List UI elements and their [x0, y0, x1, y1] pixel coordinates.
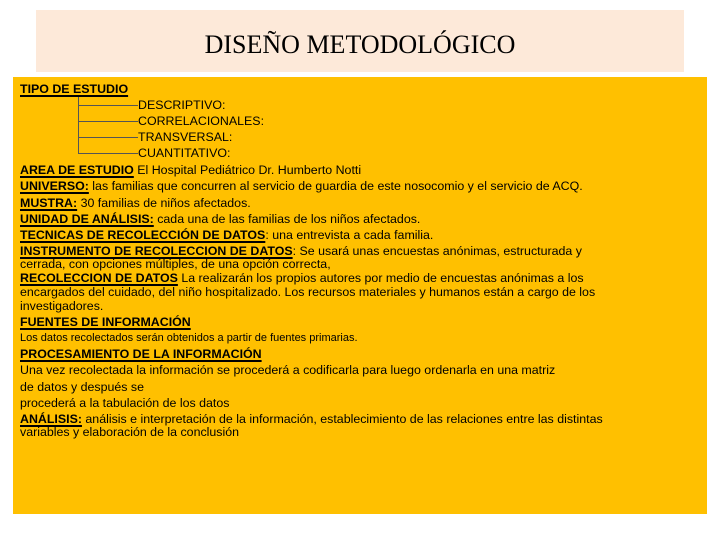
procesamiento-text-3: procederá a la tabulación de los datos [20, 395, 230, 410]
fuentes-row [20, 314, 701, 330]
instrumento-text-2: cerrada, con opciones múltiples, de una opción correcta, [20, 257, 331, 272]
procesamiento-text-1: Una vez recolectada la información se procederá a codificarla para luego ordenarla en una matriz [20, 363, 556, 378]
instrumento-label: INSTRUMENTO DE RECOLECCION DE DATOS [20, 244, 293, 259]
muestra-label: MUSTRA: [20, 195, 78, 210]
fuentes-label: FUENTES DE INFORMACIÓN [20, 314, 191, 329]
analisis-text-1: análisis e interpretación de la información, establecimiento de las relaciones entre las distintas [81, 412, 603, 427]
fuentes-text: Los datos recolectados serán obtenidos a partir de fuentes primarias. [20, 332, 358, 345]
recoleccion-text-3: investigadores. [20, 298, 104, 313]
tipo-estudio-row [20, 81, 701, 97]
muestra-text: 30 familias de niños afectados. [77, 195, 251, 210]
procesamiento-row [20, 346, 701, 362]
tipo-item-descriptivo: DESCRIPTIVO: [138, 98, 226, 113]
area-label: AREA DE ESTUDIO [20, 163, 134, 178]
instrumento-text-1: : Se usará unas encuestas anónimas, estructurada y [292, 244, 582, 259]
recoleccion-label: RECOLECCION DE DATOS [20, 271, 178, 286]
procesamiento-label: PROCESAMIENTO DE LA INFORMACIÓN [20, 347, 262, 362]
tipo-item-correlacionales: CORRELACIONALES: [138, 114, 265, 129]
tecnicas-text: : una entrevista a cada familia. [265, 228, 434, 243]
universo-label: UNIVERSO: [20, 179, 89, 194]
analisis-label: ANÁLISIS: [20, 412, 82, 427]
unidad-label: UNIDAD DE ANÁLISIS: [20, 211, 154, 226]
tipo-estudio-label: TIPO DE ESTUDIO [20, 82, 129, 96]
tecnicas-label: TECNICAS DE RECOLECCIÓN DE DATOS [20, 228, 266, 243]
area-row [20, 162, 701, 178]
tipo-item-cuantitativo: CUANTITATIVO: [138, 146, 231, 161]
recoleccion-text-1: La realizarán los propios autores por medio de encuestas anónimas a los [177, 271, 584, 286]
unidad-text: cada una de las familias de los niños afectados. [153, 211, 421, 226]
tipo-item-transversal: TRANSVERSAL: [138, 130, 233, 145]
universo-text: las familias que concurren al servicio de guardia de este nosocomio y el servicio de ACQ. [88, 179, 583, 194]
tecnicas-row [20, 227, 701, 243]
page-title: DISEÑO METODOLÓGICO [204, 30, 516, 59]
tipo-estudio-tree [20, 97, 701, 162]
unidad-row [20, 211, 701, 227]
universo-row [20, 178, 701, 194]
title-box [36, 10, 684, 72]
recoleccion-text-2: encargados del cuidado, del niño hospitalizado. Los recursos materiales y humanos están a cargo de los [20, 284, 596, 299]
area-text: El Hospital Pediátrico Dr. Humberto Notti [133, 163, 362, 178]
content-panel [13, 77, 707, 514]
muestra-row [20, 195, 701, 211]
procesamiento-text-2: de datos y después se [20, 379, 144, 394]
analisis-text-2: variables y elaboración de la conclusión [20, 425, 240, 440]
